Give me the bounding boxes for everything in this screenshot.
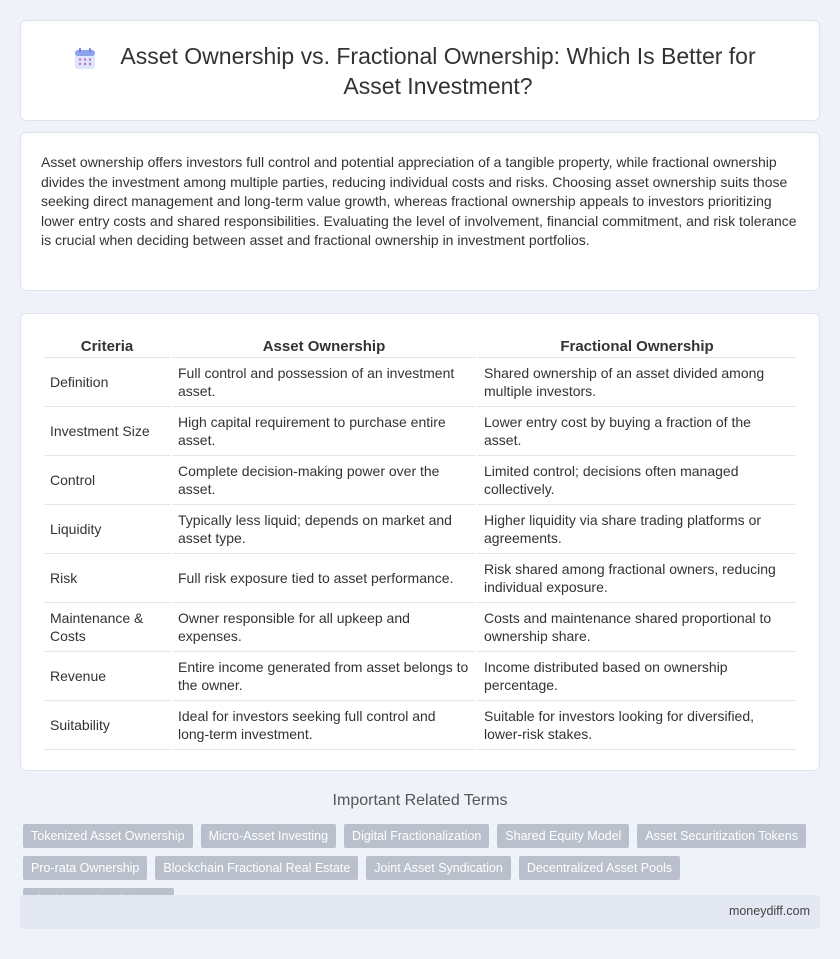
related-term-tag[interactable]: Decentralized Asset Pools bbox=[519, 856, 680, 880]
fractional-cell: Higher liquidity via share trading platforms or agreements. bbox=[478, 505, 796, 554]
criteria-cell: Maintenance & Costs bbox=[44, 603, 170, 652]
related-term-tag[interactable]: Blockchain Fractional Real Estate bbox=[155, 856, 358, 880]
asset-cell: Entire income generated from asset belongs to the owner. bbox=[172, 652, 476, 701]
fractional-cell: Limited control; decisions often managed collectively. bbox=[478, 456, 796, 505]
related-term-tag[interactable]: Micro-Asset Investing bbox=[201, 824, 336, 848]
asset-cell: Ideal for investors seeking full control and long-term investment. bbox=[172, 701, 476, 750]
related-terms-title: Important Related Terms bbox=[332, 792, 508, 809]
title-card bbox=[20, 20, 820, 121]
criteria-cell: Control bbox=[44, 456, 170, 505]
criteria-cell: Liquidity bbox=[44, 505, 170, 554]
related-term-tag[interactable]: Tokenized Asset Ownership bbox=[23, 824, 193, 848]
related-term-tag[interactable]: Digital Fractionalization bbox=[344, 824, 489, 848]
table-row bbox=[44, 554, 796, 603]
comparison-table-card bbox=[20, 313, 820, 771]
related-term-tag[interactable]: Shared Equity Model bbox=[497, 824, 629, 848]
related-term-tag[interactable]: Pro-rata Ownership bbox=[23, 856, 147, 880]
table-header-row bbox=[44, 332, 796, 358]
criteria-cell: Revenue bbox=[44, 652, 170, 701]
intro-paragraph: Asset ownership offers investors full control and potential appreciation of a tangible property, while fractional ownership divides the investment among multiple parties, reducing individual costs and risks. Choosing asset ownership suits those seeking direct management and long-term value growth, whereas fractional ownership appeals to investors prioritizing lower entry costs and shared responsibilities. Evaluating the level of involvement, financial commitment, and risk tolerance is crucial when deciding between asset and fractional ownership in investment portfolios. bbox=[41, 154, 797, 249]
fractional-cell: Lower entry cost by buying a fraction of the asset. bbox=[478, 407, 796, 456]
footer-bar bbox=[20, 895, 820, 929]
title-wrapper bbox=[21, 21, 819, 120]
intro-card bbox=[20, 132, 820, 291]
page-title: Asset Ownership vs. Fractional Ownership: Which Is Better for Asset Investment? bbox=[120, 42, 756, 99]
asset-cell: Owner responsible for all upkeep and expenses. bbox=[172, 603, 476, 652]
related-term-tag[interactable]: Joint Asset Syndication bbox=[366, 856, 511, 880]
calendar-grid-icon bbox=[73, 47, 97, 71]
footer-site-link[interactable]: moneydiff.com bbox=[728, 904, 810, 918]
table-row bbox=[44, 456, 796, 505]
criteria-cell: Suitability bbox=[44, 701, 170, 750]
table-row bbox=[44, 505, 796, 554]
asset-cell: Complete decision-making power over the asset. bbox=[172, 456, 476, 505]
criteria-cell: Risk bbox=[44, 554, 170, 603]
table-row bbox=[44, 652, 796, 701]
fractional-cell: Income distributed based on ownership percentage. bbox=[478, 652, 796, 701]
asset-cell: High capital requirement to purchase entire asset. bbox=[172, 407, 476, 456]
table-row bbox=[44, 603, 796, 652]
fractional-cell: Costs and maintenance shared proportional to ownership share. bbox=[478, 603, 796, 652]
header-fractional-ownership: Fractional Ownership bbox=[478, 332, 796, 358]
related-term-tag[interactable]: Asset Securitization Tokens bbox=[637, 824, 806, 848]
asset-cell: Typically less liquid; depends on market and asset type. bbox=[172, 505, 476, 554]
header-asset-ownership: Asset Ownership bbox=[172, 332, 476, 358]
asset-cell: Full control and possession of an investment asset. bbox=[172, 358, 476, 407]
header-criteria: Criteria bbox=[44, 332, 170, 358]
table-row bbox=[44, 407, 796, 456]
fractional-cell: Risk shared among fractional owners, reducing individual exposure. bbox=[478, 554, 796, 603]
table-row bbox=[44, 358, 796, 407]
comparison-table bbox=[42, 332, 798, 750]
fractional-cell: Shared ownership of an asset divided among multiple investors. bbox=[478, 358, 796, 407]
criteria-cell: Investment Size bbox=[44, 407, 170, 456]
table-row bbox=[44, 701, 796, 750]
asset-cell: Full risk exposure tied to asset performance. bbox=[172, 554, 476, 603]
fractional-cell: Suitable for investors looking for diversified, lower-risk stakes. bbox=[478, 701, 796, 750]
criteria-cell: Definition bbox=[44, 358, 170, 407]
